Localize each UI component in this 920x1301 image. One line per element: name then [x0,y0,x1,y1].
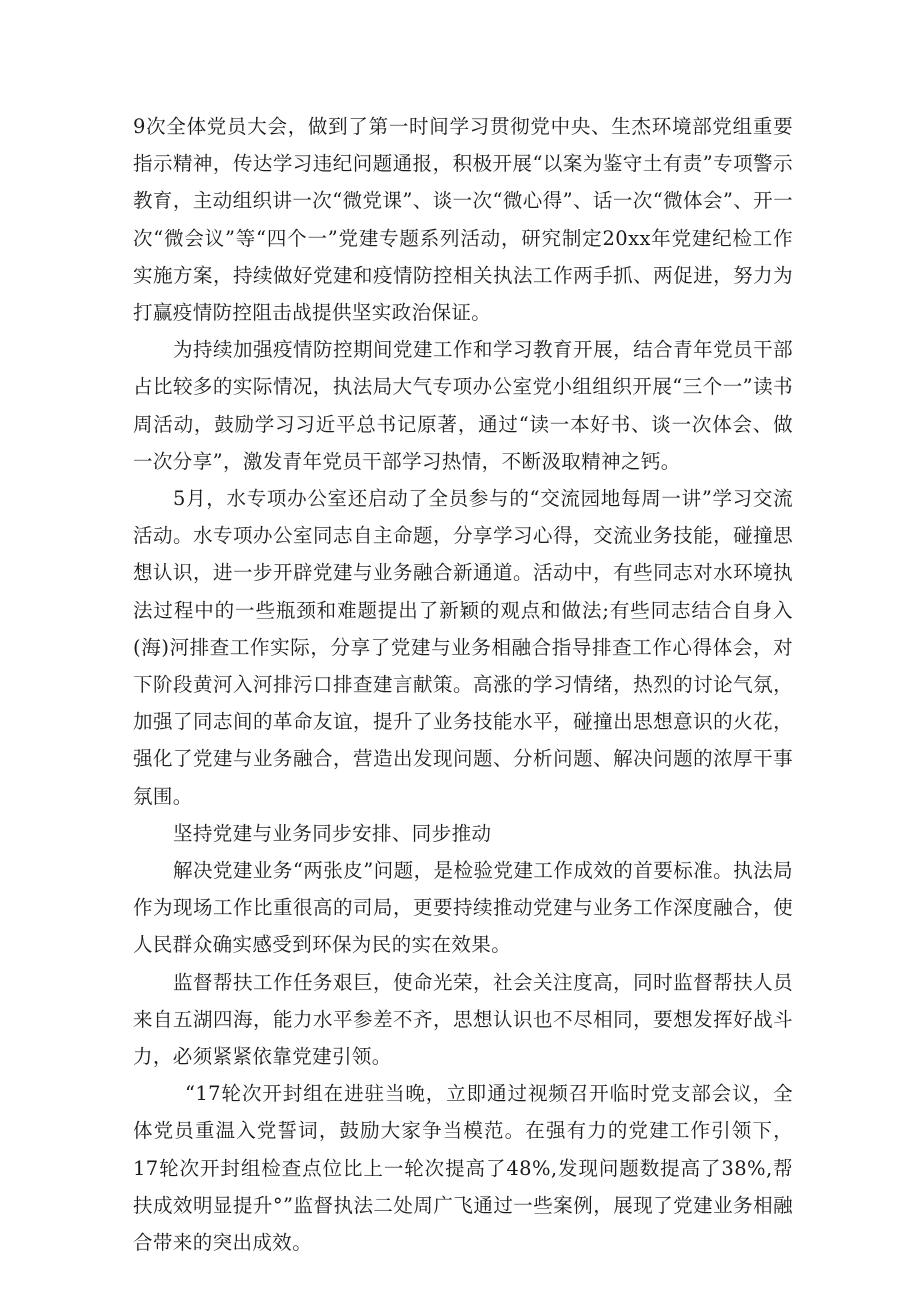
paragraph-party-meetings: 9次全体党员大会，做到了第一时间学习贯彻党中央、生杰环境部党组重要指示精神，传达学习违纪问题通报，积极开展“以案为鉴守土有责”专项警示教育，主动组织讲一次“微党课”、谈一次“微心得”、话一次“微体会”、开一次“微会议”等“四个一”党建专题系列活动，研究制定20xx年党建纪检工作实施方案，持续做好党建和疫情防控相关执法工作两手抓、两促进，努力为打赢疫情防控阻击战提供坚实政治保证。 [133,115,793,325]
document-body [133,108,793,1261]
paragraph-reading-week: 为持续加强疫情防控期间党建工作和学习教育开展，结合青年党员干部占比较多的实际情况，执法局大气专项办公室党小组组织开展“三个一”读书周活动，鼓励学习习近平总书记原著，通过“读一本好书、谈一次体会、做一次分享”，激发青年党员干部学习热情，不断汲取精神之钙。 [133,338,793,473]
paragraph-kaifeng-quote: “17轮次开封组在进驻当晚，立即通过视频召开临时党支部会议，全体党员重温入党誓词，鼓励大家争当模范。在强有力的党建工作引领下，17轮次开封组检查点位比上一轮次提高了48%,发现问题数提高了38%,帮扶成效明显提升°”监督执法二处周广飞通过一些案例，展现了党建业务相融合带来的突出成效。 [133,1082,793,1255]
paragraph-weekly-lecture: 5月，水专项办公室还启动了全员参与的“交流园地每周一讲”学习交流活动。水专项办公室同志自主命题，分享学习心得，交流业务技能，碰撞思想认识，进一步开辟党建与业务融合新通道。活动中，有些同志对水环境执法过程中的一些瓶颈和难题提出了新颖的观点和做法;有些同志结合自身入(海)河排查工作实际，分享了党建与业务相融合指导排查工作心得体会，对下阶段黄河入河排污口排查建言献策。高涨的学习情绪，热烈的讨论气氛，加强了同志间的革命友谊，提升了业务技能水平，碰撞出思想意识的火花，强化了党建与业务融合，营造出发现问题、分析问题、解决问题的浓厚干事氛围。 [133,487,793,808]
paragraph-supervision: 监督帮扶工作任务艰巨，使命光荣，社会关注度高，同时监督帮扶人员来自五湖四海，能力水平参差不齐，思想认识也不尽相同，要想发挥好战斗力，必须紧紧依靠党建引领。 [133,970,793,1069]
section-heading: 坚持党建与业务同步安排、同步推动 [173,821,492,845]
paragraph-two-skins: 解决党建业务“两张皮”问题，是检验党建工作成效的首要标准。执法局作为现场工作比重很高的司局，更要持续推动党建与业务工作深度融合，使人民群众确实感受到环保为民的实在效果。 [133,859,793,957]
